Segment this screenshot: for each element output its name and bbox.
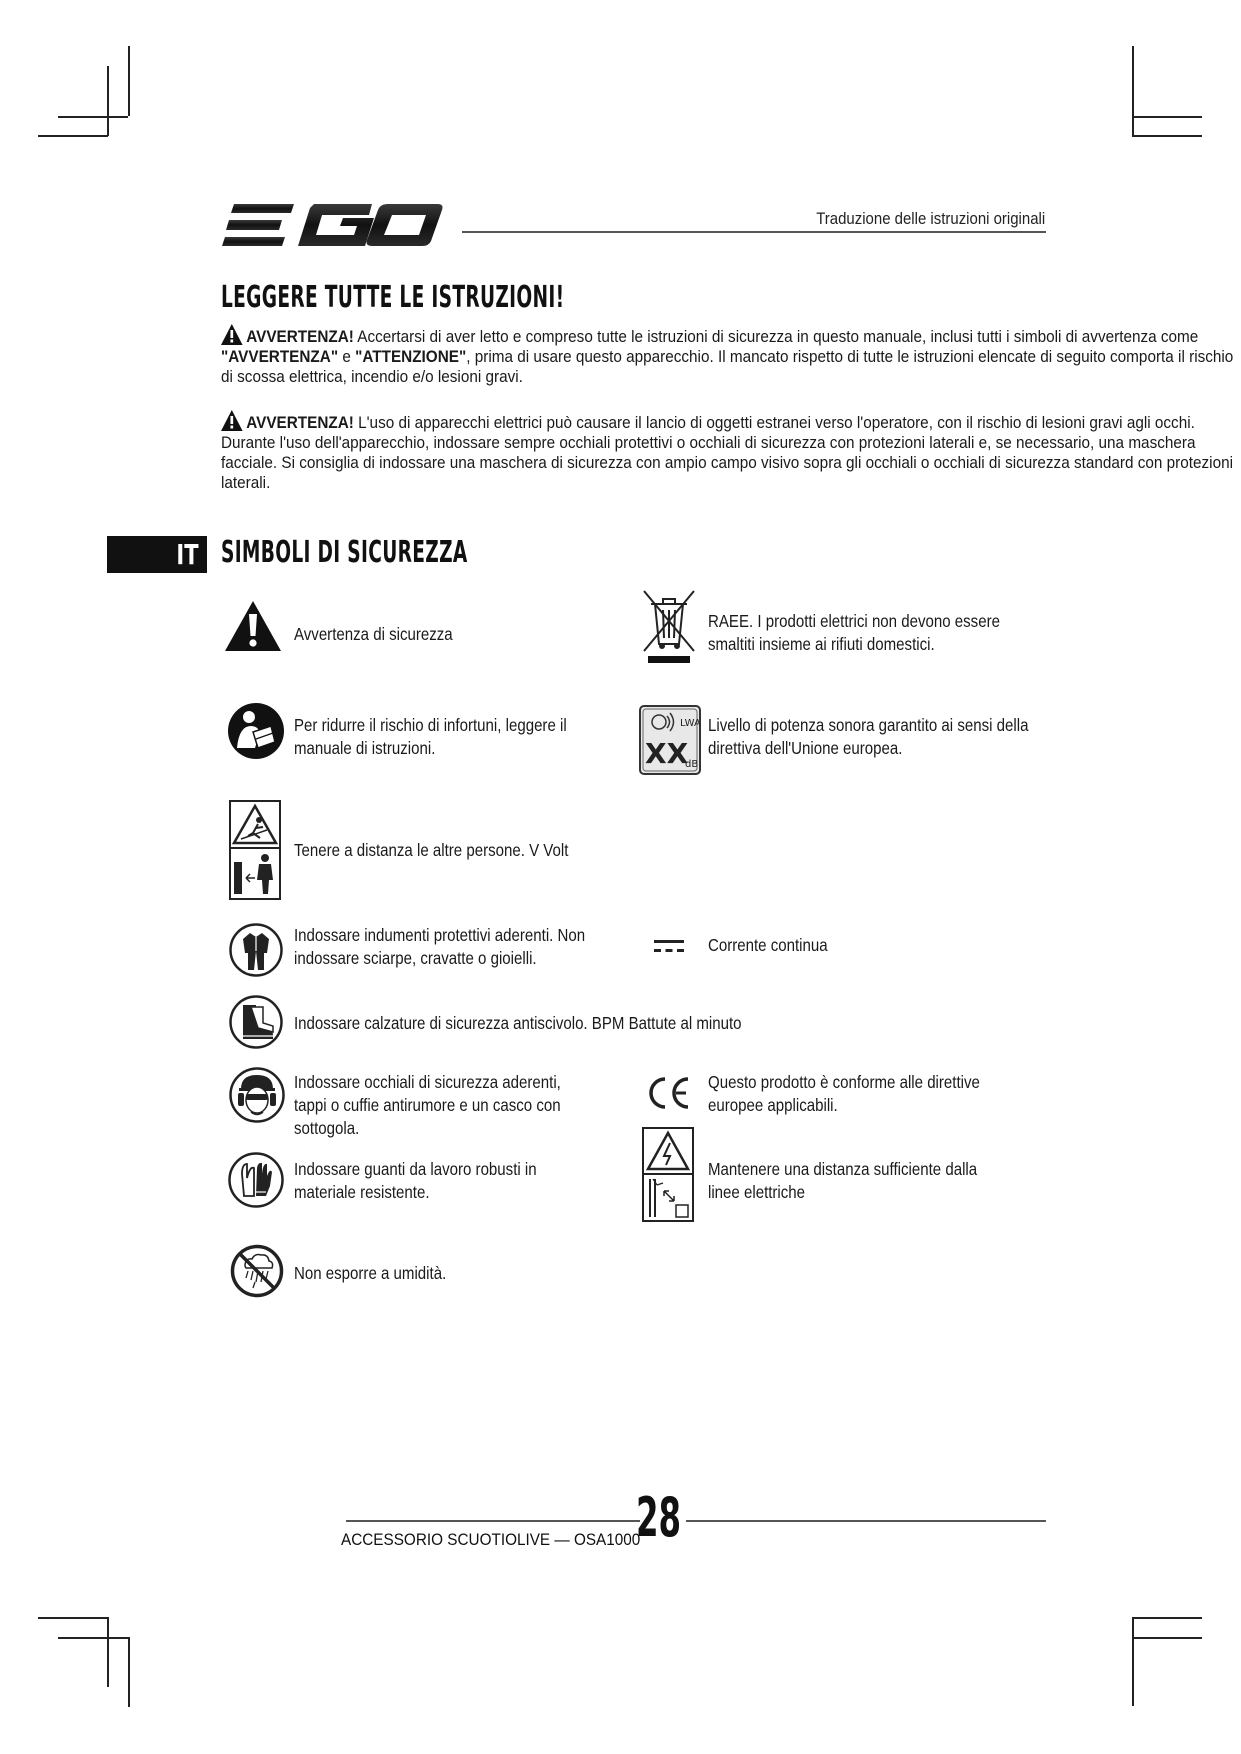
warning-text: L'uso di apparecchi elettrici può causare il lancio di oggetti estranei verso l'operatore, con il rischio di lesioni gravi agli occhi. Durante l'uso dell'apparecchio, indossare sempre occhiali protettivi o occhiali di sicurezza con protezioni laterali e, se necessario, una maschera facciale. Si consiglia di indossare una maschera di sicurezza con ampio campo visivo sopra gli occhiali o occhiali di sicurezza standard con protezioni laterali. — [221, 413, 1234, 492]
crop-mark — [128, 1637, 130, 1707]
symbol-label: Mantenere una distanza sufficiente dalla linee elettriche — [708, 1159, 978, 1202]
symbol-label: Corrente continua — [708, 935, 828, 955]
sound-power-unit: dB — [685, 759, 699, 770]
warning-label: AVVERTENZA! — [246, 327, 354, 346]
symbol-label: RAEE. I prodotti elettrici non devono essere smaltiti insieme ai rifiuti domestici. — [708, 611, 1000, 654]
crop-mark — [38, 1617, 108, 1619]
symbol-label: Tenere a distanza le altre persone. V Volt — [294, 840, 569, 860]
footer-product: ACCESSORIO SCUOTIOLIVE — OSA1000 — [341, 1530, 641, 1549]
warning-triangle-icon — [221, 410, 243, 431]
no-rain-icon — [230, 1244, 284, 1298]
gloves-icon — [228, 1152, 284, 1208]
crop-mark — [107, 66, 109, 136]
safety-boots-icon — [229, 995, 283, 1049]
protective-clothing-icon — [229, 923, 283, 977]
warning-paragraph-1 — [221, 324, 1241, 387]
warning-term: "ATTENZIONE" — [355, 347, 467, 366]
header-title: Traduzione delle istruzioni originali — [816, 209, 1045, 228]
footer-rule — [346, 1520, 640, 1522]
ego-logo — [222, 204, 444, 260]
symbol-label: Livello di potenza sonora garantito ai sensi della direttiva dell'Unione europea. — [708, 715, 1029, 758]
crop-mark — [107, 1617, 109, 1687]
warning-text: e — [338, 347, 356, 366]
keep-bystanders-away-icon — [229, 800, 281, 900]
sound-power-sub: LWA — [680, 718, 701, 729]
language-tab-label: IT — [176, 538, 199, 571]
crop-mark — [1132, 46, 1134, 135]
eye-ear-head-protection-icon — [229, 1067, 285, 1123]
section-heading-instructions: LEGGERE TUTTE LE ISTRUZIONI! — [221, 280, 565, 315]
symbol-label: Indossare occhiali di sicurezza aderenti, tappi o cuffie antirumore e un casco con sottogola. — [294, 1072, 561, 1138]
symbol-label: Questo prodotto è conforme alle direttive europee applicabili. — [708, 1072, 980, 1115]
footer-rule — [686, 1520, 1046, 1522]
warning-text: Accertarsi di aver letto e compreso tutte le istruzioni di sicurezza in questo manuale, inclusi tutti i simboli di avvertenza come — [353, 327, 1199, 346]
ce-mark-icon — [645, 1076, 691, 1110]
warning-term: "AVVERTENZA" — [221, 347, 339, 366]
crop-mark — [1132, 1617, 1202, 1619]
warning-triangle-icon — [221, 324, 243, 345]
weee-bin-icon — [641, 588, 697, 664]
header-rule — [462, 231, 1046, 233]
language-tab — [107, 536, 207, 573]
crop-mark — [1132, 1617, 1134, 1706]
crop-mark — [38, 135, 108, 137]
sound-power-badge: XX — [645, 737, 689, 770]
page-number: 28 — [636, 1486, 682, 1549]
symbol-label: Indossare calzature di sicurezza antiscivolo. BPM Battute al minuto — [294, 1013, 742, 1033]
crop-mark — [1132, 135, 1202, 137]
symbol-label: Per ridurre il rischio di infortuni, leggere il manuale di istruzioni. — [294, 715, 567, 758]
crop-mark — [1132, 116, 1202, 118]
crop-mark — [128, 46, 130, 116]
sound-power-icon — [639, 705, 701, 775]
direct-current-icon — [654, 938, 684, 954]
power-lines-icon — [642, 1127, 694, 1222]
safety-alert-icon — [224, 600, 282, 652]
crop-mark — [1132, 1637, 1202, 1639]
symbol-label: Non esporre a umidità. — [294, 1263, 447, 1283]
warning-text: , prima di usare questo apparecchio. Il mancato rispetto di tutte le istruzioni elencate di seguito comporta il rischio di scossa elettrica, incendio e/o lesioni gravi. — [221, 347, 1234, 386]
warning-label: AVVERTENZA! — [246, 413, 354, 432]
symbol-label: Indossare indumenti protettivi aderenti. Non indossare sciarpe, cravatte o gioielli. — [294, 925, 586, 968]
section-heading-symbols: SIMBOLI DI SICUREZZA — [221, 535, 468, 570]
warning-paragraph-2 — [221, 410, 1241, 493]
crop-mark — [58, 116, 128, 118]
symbol-label: Avvertenza di sicurezza — [294, 624, 453, 644]
symbol-label: Indossare guanti da lavoro robusti in materiale resistente. — [294, 1159, 537, 1202]
read-manual-icon — [227, 702, 285, 760]
crop-mark — [58, 1637, 128, 1639]
